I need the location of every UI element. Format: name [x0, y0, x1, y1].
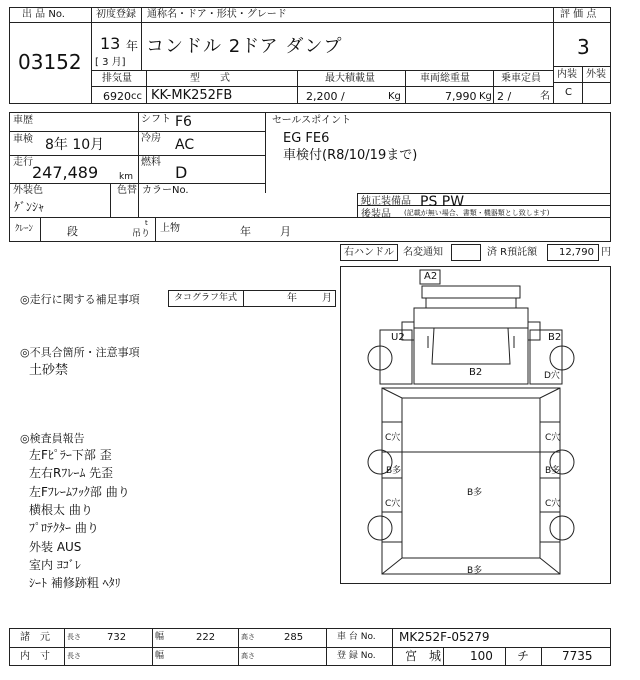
upper-year: 年	[240, 225, 251, 238]
inspection-value: 8年 10月	[45, 137, 105, 153]
reg-label: 登 録 No.	[337, 651, 376, 661]
diag-b-many-center: B多	[467, 488, 483, 498]
report-line: 左Fﾌﾚｰﾑﾌｯｸ部 曲り	[29, 484, 130, 499]
reg-area: 宮 城	[405, 649, 442, 663]
report-line: 横根太 曲り	[29, 502, 93, 517]
recycle-fee: 12,790	[559, 247, 594, 258]
vehicle-name-label: 通称名・ドア・形状・グレード	[147, 9, 287, 20]
diag-c-hole-right-2: C穴	[545, 499, 561, 509]
vehicle-name: コンドル 2ドア ダンプ	[146, 36, 343, 57]
sales-point-label: セールスポイント	[272, 115, 352, 126]
width-value: 222	[196, 632, 216, 643]
ext-color-value: ｹﾞﾝｼｬ	[14, 200, 45, 214]
inspection-label: 車検	[13, 134, 33, 145]
first-reg-month: [ 3 月]	[95, 57, 126, 68]
ac-value: AC	[175, 137, 195, 153]
report-line: 左右Rﾌﾚｰﾑ 先歪	[29, 466, 114, 481]
diag-b2-cab: B2	[469, 367, 483, 378]
height-value: 285	[284, 632, 304, 643]
first-reg-year: 13	[100, 34, 121, 53]
ac-label: 冷房	[141, 133, 161, 144]
reg-number: 7735	[562, 649, 593, 663]
capacity-value: 2 /	[497, 90, 512, 103]
lot-label: 出 品 No.	[22, 9, 65, 20]
supplement-title: ◎走行に関する補足事項	[20, 293, 140, 306]
history-label: 車歴	[13, 115, 33, 126]
max-load-value: 2,200 /	[306, 90, 345, 103]
tachograph-year: 年	[287, 293, 297, 304]
upper-month: 月	[280, 225, 291, 238]
crane-hang: 吊り	[132, 229, 151, 239]
aftermarket-note: (記載が無い場合、書類・機器類とし致します)	[404, 209, 550, 217]
exterior-label: 外装	[586, 69, 606, 80]
interior-dims-label: 内 寸	[20, 651, 50, 662]
max-load-unit: Kg	[388, 91, 401, 102]
diag-b-many-right: B多	[545, 466, 561, 476]
width-label: 幅	[155, 632, 165, 642]
chassis-value: MK252F-05279	[399, 630, 490, 644]
aftermarket-label: 後装品	[361, 209, 391, 220]
truck-diagram	[340, 266, 611, 584]
diag-a2: A2	[424, 271, 438, 282]
report-line: 室内 ﾖｺﾞﾚ	[29, 557, 81, 572]
interior-width-label: 幅	[155, 651, 165, 661]
ext-color-label: 外装色	[13, 185, 43, 196]
gross-weight-label: 車両総重量	[420, 73, 470, 84]
tax-label: 済 R預託額	[487, 247, 538, 258]
report-line: 外装 AUS	[29, 539, 82, 554]
interior-label: 内装	[557, 69, 577, 80]
reg-class: 100	[470, 649, 493, 663]
max-load-label: 最大積載量	[325, 73, 375, 84]
shift-value: F6	[175, 114, 192, 130]
inspector-title: ◎検査員報告	[20, 432, 85, 445]
sales-point-2: 車検付(R8/10/19まで)	[283, 148, 418, 163]
defect-item: 土砂禁	[29, 363, 69, 378]
sales-point-1: EG FE6	[283, 131, 330, 146]
diag-b2-right: B2	[548, 332, 562, 343]
crane-ton: t	[145, 219, 148, 227]
model-label: 型 式	[190, 73, 230, 84]
gross-weight-unit: Kg	[479, 91, 492, 102]
interior-length-label: 長さ	[67, 652, 81, 660]
equipment-value: PS PW	[420, 194, 465, 210]
model-value: KK-MK252FB	[151, 88, 233, 103]
defect-title: ◎不具合箇所・注意事項	[20, 346, 140, 359]
rhd-label: 右ハンドル	[344, 247, 394, 258]
upper-label: 上物	[160, 223, 180, 234]
reg-kana: チ	[517, 649, 530, 663]
fuel-label: 燃料	[141, 157, 161, 168]
report-line: ｼｰﾄ 補修跡粗 ﾍﾀﾘ	[29, 576, 121, 591]
diag-c-hole-right: C穴	[545, 433, 561, 443]
report-line: 左Fﾋﾟﾗｰ下部 歪	[29, 448, 112, 462]
capacity-label: 乗車定員	[501, 73, 541, 84]
report-line: ﾌﾟﾛﾃｸﾀｰ 曲り	[29, 521, 99, 536]
displacement-value: 6920	[103, 90, 131, 103]
grade-label: 評 価 点	[560, 9, 597, 20]
displacement-label: 排気量	[102, 73, 132, 84]
odometer-box	[451, 244, 481, 261]
lot-number: 03152	[18, 50, 82, 74]
interior-height-label: 高さ	[241, 652, 255, 660]
capacity-unit: 名	[540, 91, 550, 102]
year-unit: 年	[126, 39, 139, 53]
first-reg-label: 初度登録	[96, 9, 136, 20]
shift-label: シフト	[141, 114, 171, 125]
tachograph-label: タコグラフ年式	[174, 293, 238, 303]
tachograph-month: 月	[322, 293, 332, 304]
diag-b-many-bottom: B多	[467, 566, 483, 576]
dims-label: 諸 元	[20, 632, 50, 643]
yen-unit: 円	[601, 247, 611, 258]
height-label: 高さ	[241, 633, 255, 641]
gross-weight-value: 7,990	[445, 90, 477, 103]
overall-grade: 3	[577, 35, 590, 59]
length-label: 長さ	[67, 633, 81, 641]
displacement-unit: cc	[131, 91, 142, 102]
mileage-label: 走行	[13, 157, 33, 168]
diag-d-hole: D穴	[544, 371, 560, 381]
chassis-label: 車 台 No.	[337, 632, 376, 642]
crane-label: ｸﾚｰﾝ	[15, 224, 34, 234]
odometer-label: 名変通知	[403, 247, 443, 258]
crane-stage: 段	[67, 225, 78, 238]
diag-c-hole-left-2: C穴	[385, 499, 401, 509]
equipment-label: 純正装備品	[361, 196, 411, 207]
color-no-label: カラーNo.	[142, 185, 189, 196]
diag-b-many-left: B多	[386, 466, 402, 476]
length-value: 732	[107, 632, 127, 643]
interior-grade: C	[565, 87, 572, 98]
diag-c-hole-left: C穴	[385, 433, 401, 443]
diag-u2: U2	[391, 332, 405, 343]
mileage-value: 247,489	[32, 163, 99, 182]
mileage-unit: km	[119, 172, 133, 182]
fuel-value: D	[175, 163, 188, 182]
color-change-label: 色替	[117, 185, 137, 196]
